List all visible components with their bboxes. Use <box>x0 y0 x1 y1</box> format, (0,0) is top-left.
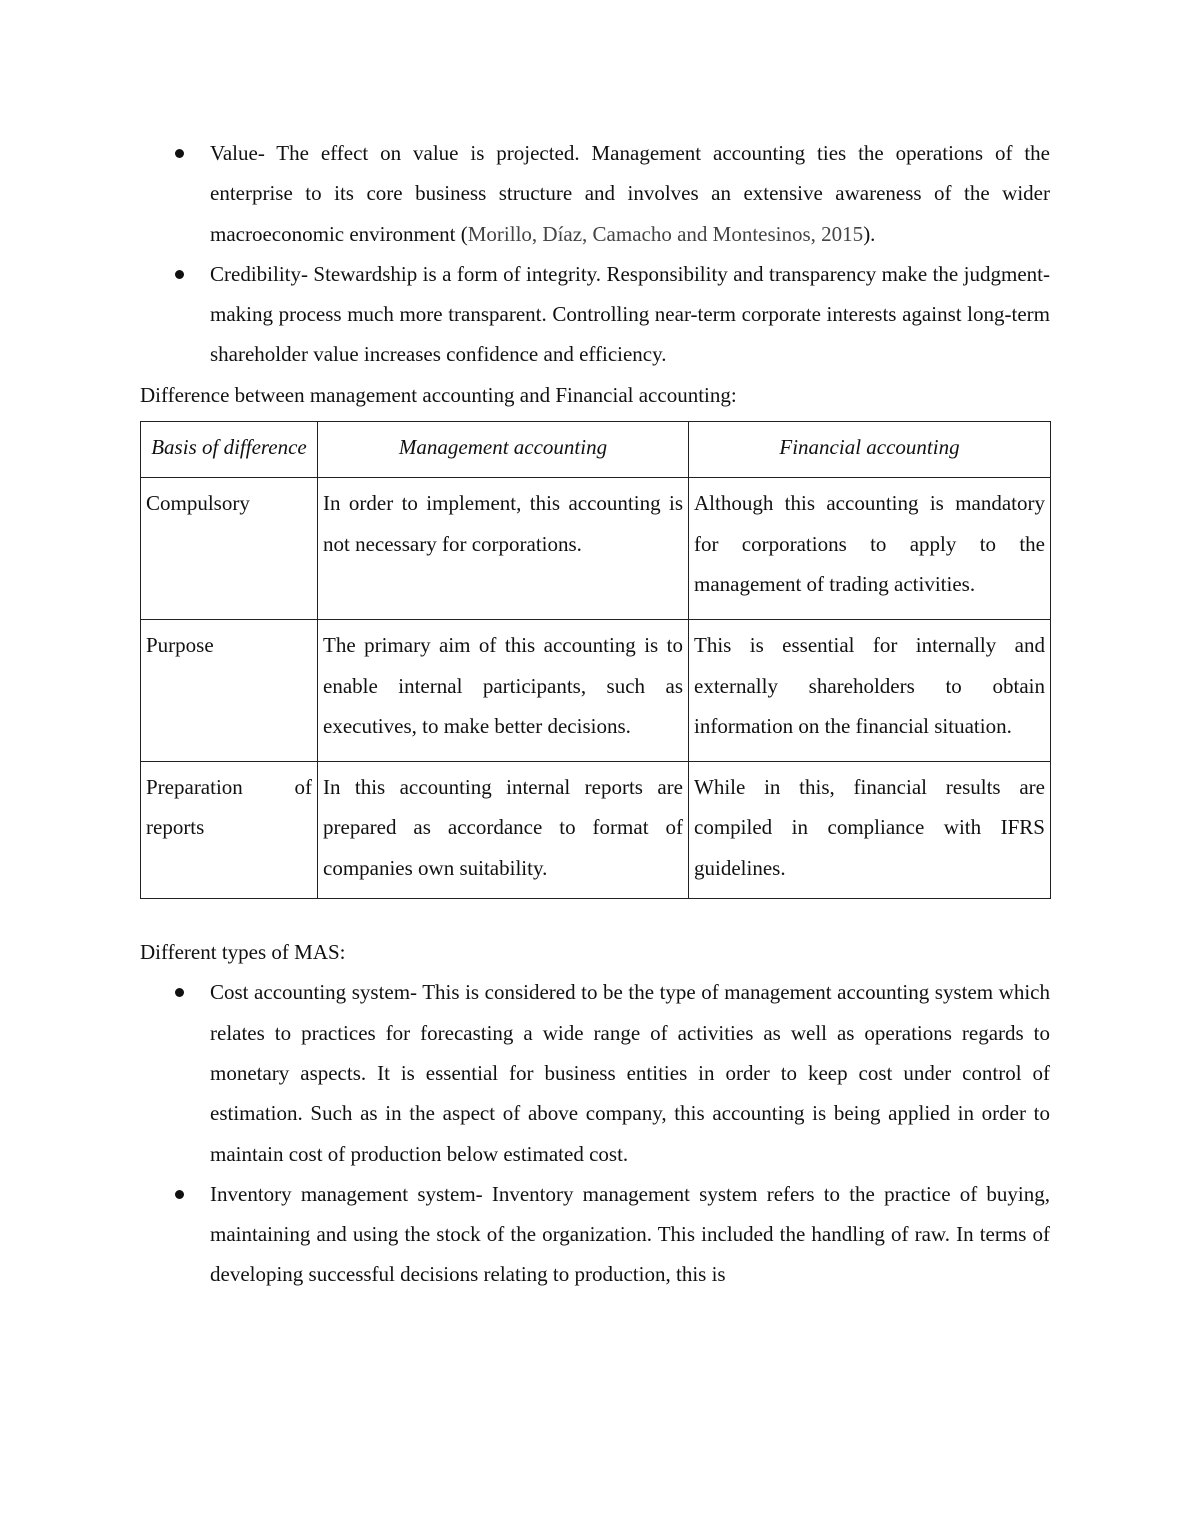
mas-bullet-list <box>140 972 1050 1294</box>
list-item <box>140 1174 1050 1295</box>
table-cell-financial: Although this accounting is mandatory for corporations to apply to the management of trading activities. <box>689 478 1051 620</box>
table-intro: Difference between management accounting and Financial accounting: <box>140 382 737 407</box>
table-cell-management: In order to implement, this accounting is not necessary for corporations. <box>318 478 689 620</box>
spacer <box>140 899 1050 932</box>
bullet-icon <box>175 149 184 158</box>
column-header: Basis of difference <box>141 422 318 478</box>
comparison-table <box>140 421 1051 899</box>
list-item <box>140 254 1050 375</box>
table-cell-basis: Preparation of reports <box>141 762 318 899</box>
bullet-text: Value- The effect on value is projected. Management accounting ties the operations of the enterprise to its core business structure and involves an extensive awareness of the wider macroeconomic environment ( <box>210 141 1050 246</box>
table-header-row <box>141 422 1051 478</box>
top-bullet-list <box>140 133 1050 375</box>
bullet-text-tail: ). <box>863 221 876 246</box>
bullet-icon <box>175 270 184 279</box>
bullet-text: Cost accounting system- This is considered to be the type of management accounting system which relates to practices for forecasting a wide range of activities as well as operations regards to monetary aspects. It is essential for business entities in order to keep cost under control of estimation. Such as in the aspect of above company, this accounting is being applied in order to maintain cost of production below estimated cost. <box>210 980 1050 1166</box>
mas-heading: Different types of MAS: <box>140 940 346 965</box>
table-row <box>141 478 1051 620</box>
page-content <box>140 133 1050 1295</box>
list-item <box>140 133 1050 254</box>
table-cell-basis: Compulsory <box>141 478 318 620</box>
table-cell-basis: Purpose <box>141 620 318 762</box>
table-cell-management: In this accounting internal reports are prepared as accordance to format of companies own suitability. <box>318 762 689 899</box>
column-header: Management accounting <box>318 422 689 478</box>
list-item <box>140 972 1050 1173</box>
citation: Morillo, Díaz, Camacho and Montesinos, 2015 <box>467 221 864 246</box>
table-cell-management: The primary aim of this accounting is to enable internal participants, such as executives, to make better decisions. <box>318 620 689 762</box>
bullet-text: Credibility- Stewardship is a form of integrity. Responsibility and transparency make the judgment-making process much more transparent. Controlling near-term corporate interests against long-term shareholder value increases confidence and efficiency. <box>210 261 1050 367</box>
table-row <box>141 762 1051 899</box>
bullet-icon <box>175 988 184 997</box>
table-row <box>141 620 1051 762</box>
bullet-icon <box>175 1190 184 1199</box>
column-header: Financial accounting <box>689 422 1051 478</box>
table-cell-financial: While in this, financial results are compiled in compliance with IFRS guidelines. <box>689 762 1051 899</box>
bullet-text: Inventory management system- Inventory management system refers to the practice of buying, maintaining and using the stock of the organization. This included the handling of raw. In terms of developing successful decisions relating to production, this is <box>210 1181 1050 1287</box>
table-cell-financial: This is essential for internally and externally shareholders to obtain information on the financial situation. <box>689 620 1051 762</box>
